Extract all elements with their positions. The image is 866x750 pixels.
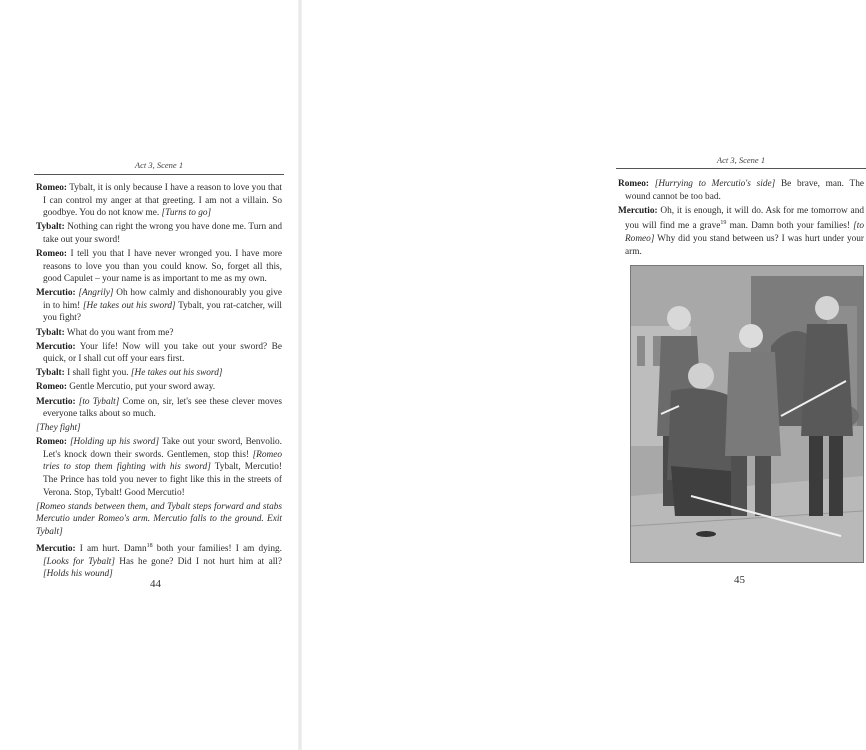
spoken-text: I am hurt. Damn [75, 544, 147, 555]
inline-stage-direction: [Turns to go] [161, 208, 212, 219]
speaker-name: Tybalt: [36, 327, 65, 338]
speaker-name: Mercutio: [36, 341, 76, 352]
inline-stage-direction: [Holding up his sword] [66, 437, 160, 448]
footnote-marker: 19 [720, 220, 727, 227]
dialogue-line [618, 178, 864, 203]
header-rule-right [616, 168, 866, 169]
spoken-text: Oh how calmly and dishonourably you give in to him! [43, 288, 283, 311]
spoken-text: Tybalt, Mercutio! The Prince has told you never to fight like this in the streets of Verona. Stop, Tybalt! Good Mercutio! [43, 462, 282, 498]
inline-stage-direction: [He takes out his sword] [82, 300, 176, 311]
spoken-text: I tell you that I have never wronged you. I have more reasons to love you than you could know. So, forget all this, good Capulet – your name is as important to me as my own. [43, 248, 282, 285]
running-head-left: Act 3, Scene 1 [134, 160, 184, 170]
spoken-text: Take out your sword, Benvolio. Let's knock down their swords. Gentlemen, stop this! [43, 437, 282, 460]
spoken-text: Tybalt, it is only because I have a reason to love you that I can control my anger at that greeting. I am not a villain. So goodbye. You do not know me. [43, 183, 282, 219]
spoken-text: Be brave, man. The wound cannot be too bad. [625, 179, 864, 202]
speaker-name: Romeo: [36, 248, 67, 259]
speaker-name: Mercutio: [36, 288, 76, 299]
speaker-name: Tybalt: [36, 368, 65, 379]
header-rule-left [34, 174, 284, 175]
speaker-name: Tybalt: [36, 222, 65, 233]
stage-direction: [They fight] [36, 423, 81, 434]
running-head-right: Act 3, Scene 1 [716, 155, 766, 165]
spoken-text: Oh, it is enough, it will do. Ask for me tomorrow and you will find me a grave [625, 205, 864, 232]
inline-stage-direction: [to Tybalt] [75, 396, 120, 407]
dialogue-line [618, 205, 864, 258]
illustration-drawing [631, 266, 863, 562]
spoken-text: Has he gone? Did I not hurt him at all? [114, 556, 282, 567]
stage-direction: [Romeo stands between them, and Tybalt steps forward and stabs Mercutio under Romeo's arm. Mercutio falls to the ground. Exit Tybalt] [36, 501, 282, 537]
spoken-text: Nothing can right the wrong you have done me. Turn and take out your sword! [43, 222, 282, 245]
dialogue-line [36, 221, 282, 246]
spoken-text: both your families! I am dying. [152, 544, 282, 555]
spoken-text: Gentle Mercutio, put your sword away. [66, 382, 216, 393]
dialogue-line [36, 367, 282, 380]
spoken-text: Come on, sir, let's see these clever moves everyone talks about so much. [43, 396, 282, 420]
sword-fight-illustration [630, 265, 864, 563]
dialogue-line [36, 540, 282, 581]
page-number-left: 44 [150, 578, 161, 590]
inline-stage-direction: [to Romeo] [625, 221, 864, 244]
dialogue-line [36, 436, 282, 499]
speaker-name: Romeo: [618, 179, 649, 189]
speaker-name: Mercutio: [36, 544, 76, 555]
spoken-text: Tybalt, you rat-catcher, will you fight? [43, 300, 283, 324]
inline-stage-direction: [Romeo tries to stop them fighting with his sword] [43, 449, 282, 473]
speaker-name: Romeo: [36, 183, 67, 193]
right-page [300, 0, 864, 750]
spoken-text: Why did you stand between us? I was hurt under your arm. [625, 233, 864, 257]
spoken-text: What do you want from me? [64, 327, 174, 338]
dialogue-line [36, 341, 282, 366]
speaker-name: Romeo: [36, 382, 67, 393]
spoken-text: I shall fight you. [64, 368, 131, 379]
speaker-name: Mercutio: [36, 396, 76, 407]
speaker-name: Romeo: [36, 437, 67, 448]
dialogue-line [36, 327, 282, 340]
dialogue-line [36, 381, 282, 394]
inline-stage-direction: [Looks for Tybalt] [43, 556, 115, 567]
speaker-name: Mercutio: [618, 205, 658, 216]
right-page-text [618, 178, 864, 260]
page-number-right: 45 [734, 574, 745, 586]
inline-stage-direction: [Holds his wound] [43, 569, 113, 580]
inline-stage-direction: [He takes out his sword] [130, 368, 223, 379]
inline-stage-direction: [Hurrying to Mercutio's side] [648, 179, 776, 189]
footnote-marker: 18 [146, 543, 153, 550]
dialogue-line [36, 182, 282, 220]
left-page [0, 0, 300, 750]
spoken-text: man. Damn both your families! [726, 221, 854, 232]
left-page-text [36, 182, 282, 582]
dialogue-line [36, 396, 282, 421]
dialogue-line [36, 248, 282, 286]
spoken-text: Your life! Now will you take out your sword? Be quick, or I shall cut off your ears first. [43, 341, 282, 365]
inline-stage-direction: [Angrily] [75, 288, 114, 299]
dialogue-line [36, 287, 282, 325]
